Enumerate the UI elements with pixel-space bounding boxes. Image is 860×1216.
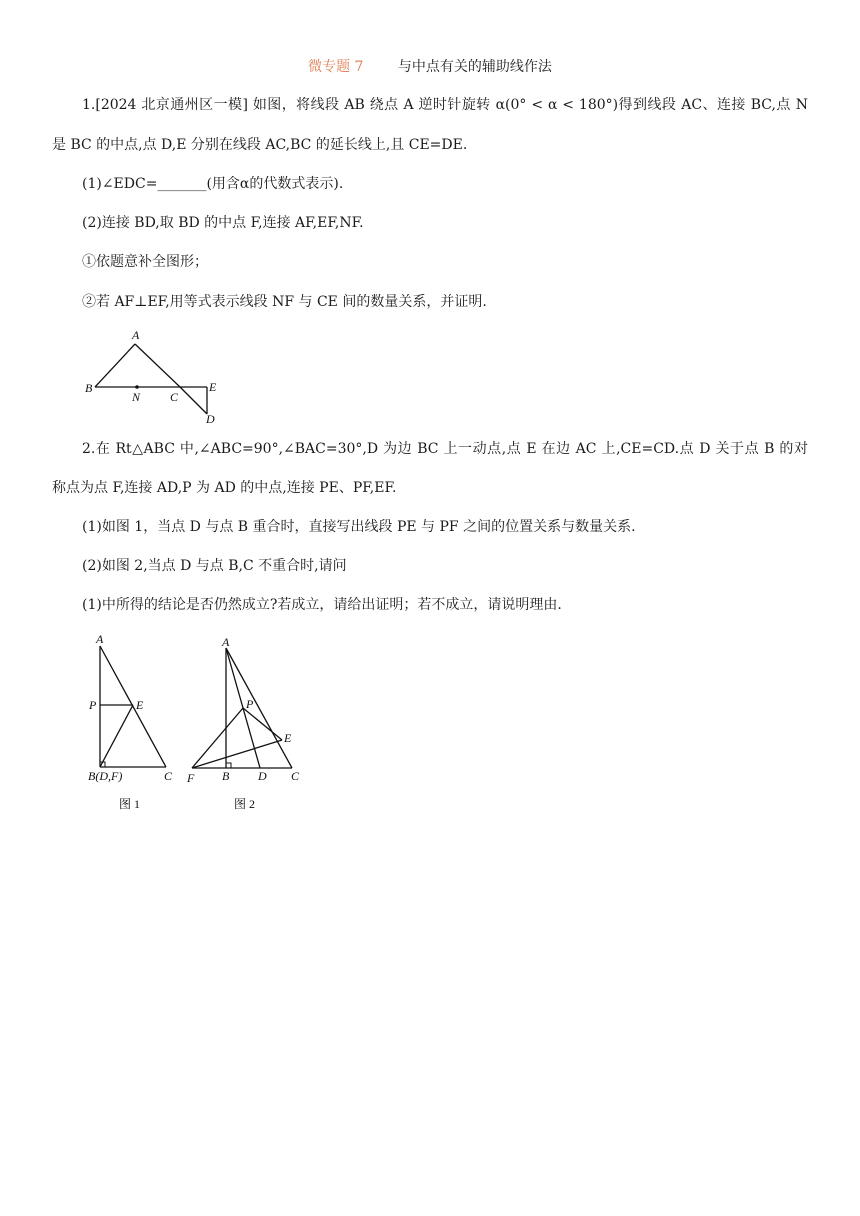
label-B: B (85, 381, 93, 395)
label-P: P (246, 697, 254, 711)
problem2-question2: (2)如图 2,当点 D 与点 B,C 不重合时,请问 (82, 558, 347, 574)
label-E: E (284, 731, 292, 745)
label-F: F (187, 771, 195, 785)
label-C: C (291, 769, 300, 783)
problem1-statement-line2: 是 BC 的中点,点 D,E 分别在线段 AC,BC 的延长线上,且 CE=DE. (52, 137, 468, 153)
topic-tag: 微专题 7 (308, 59, 364, 75)
label-D: D (258, 769, 267, 783)
label-E: E (136, 698, 144, 712)
problem2-statement-line2: 称点为点 F,连接 AD,P 为 AD 的中点,连接 PE、PF,EF. (52, 480, 397, 496)
segment-PF (192, 708, 243, 768)
point-N (135, 385, 139, 389)
problem2-figure1 (84, 630, 184, 815)
label-D: D (206, 412, 215, 426)
right-angle-mark (226, 763, 231, 768)
problem1-question2-part1: ①依题意补全图形； (82, 254, 208, 270)
segment-AC (135, 344, 180, 387)
problem1-question2-part2: ②若 AF⊥EF,用等式表示线段 NF 与 CE 间的数量关系，并证明. (82, 294, 487, 310)
topic-title: 与中点有关的辅助线作法 (397, 59, 552, 75)
problem1-question1: (1)∠EDC=_______(用含α的代数式表示). (82, 176, 344, 192)
label-B-D-F: B(D,F) (88, 769, 123, 783)
label-A: A (96, 632, 104, 646)
label-N: N (132, 390, 141, 404)
label-E: E (209, 380, 217, 394)
label-A: A (132, 328, 140, 342)
problem2-statement-line1: 2.在 Rt△ABC 中,∠ABC=90°,∠BAC=30°,D 为边 BC 上一动点,点 E 在边 AC 上,CE=CD.点 D 关于点 B 的对 (82, 441, 808, 457)
segment-AB (95, 344, 135, 387)
section-header (0, 57, 860, 77)
segment-PE (243, 708, 282, 740)
problem1-statement-line1: 1.[2024 北京通州区一模] 如图，将线段 AB 绕点 A 逆时针旋转 α(0° < α < 180°)得到线段 AC、连接 BC,点 N (82, 97, 808, 113)
problem2-figure2 (184, 630, 309, 815)
label-C: C (170, 390, 179, 404)
problem1-figure (80, 326, 230, 426)
label-P: P (89, 698, 97, 712)
label-B: B (222, 769, 230, 783)
label-A: A (222, 635, 230, 649)
label-C: C (164, 769, 173, 783)
problem1-question2: (2)连接 BD,取 BD 的中点 F,连接 AF,EF,NF. (82, 215, 364, 231)
figure2-caption: 图 2 (234, 797, 256, 811)
segment-EF (192, 740, 282, 768)
figure1-caption: 图 1 (119, 797, 141, 811)
segment-EF (100, 705, 133, 767)
segment-CD (180, 387, 207, 414)
segment-AC (226, 648, 292, 768)
problem2-question1: (1)如图 1，当点 D 与点 B 重合时，直接写出线段 PE 与 PF 之间的位置关系与数量关系. (82, 519, 636, 535)
problem2-question2-continued: (1)中所得的结论是否仍然成立?若成立，请给出证明；若不成立，请说明理由. (82, 597, 562, 613)
